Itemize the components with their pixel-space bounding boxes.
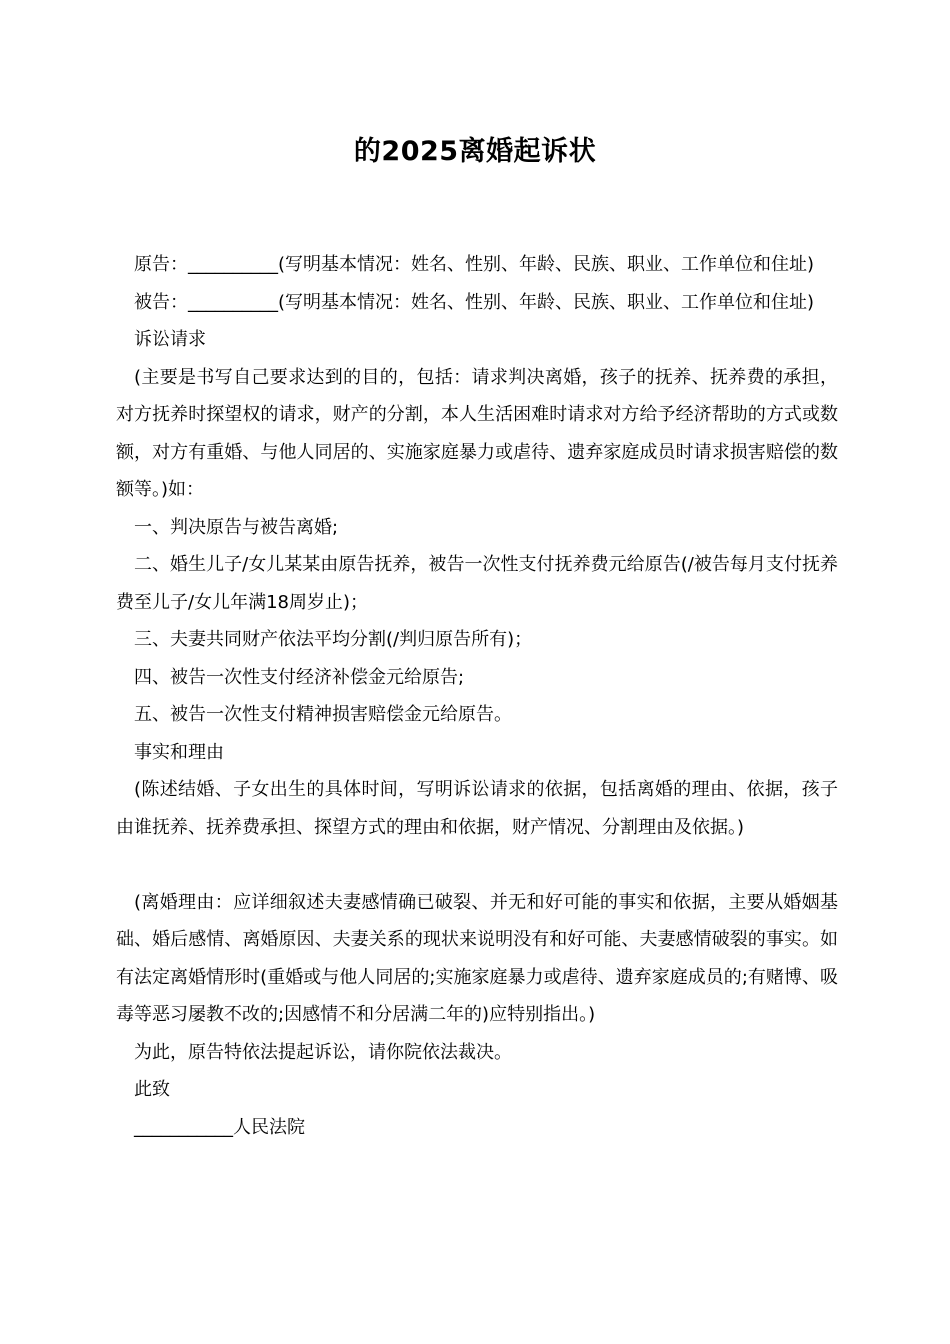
claim-item-4: 四、被告一次性支付经济补偿金元给原告; [134, 666, 465, 688]
claim-item-5: 五、被告一次性支付精神损害赔偿金元给原告。 [134, 704, 512, 725]
facts-heading: 事实和理由 [134, 741, 224, 763]
defendant-info: 被告：__________(写明基本情况：姓名、性别、年龄、民族、职业、工作单位和住址) [134, 291, 815, 313]
claims-intro: (主要是书写自己要求达到的目的，包括：请求判决离婚，孩子的抚养、抚养费的承担，对方抚养时探望权的请求，财产的分割，本人生活困难时请求对方给予经济帮助的方式或数额，对方有重婚、与他人同居的、实施家庭暴力或虐待、遗弃家庭成员时请求损害赔偿的数额等。)如： [116, 366, 838, 500]
claim-item-3: 三、夫妻共同财产依法平均分割(/判归原告所有)； [134, 629, 533, 650]
document-body [116, 246, 838, 1146]
claim-item-1: 一、判决原告与被告离婚; [134, 516, 339, 538]
salutation: 此致 [134, 1079, 170, 1100]
claim-item-2: 二、婚生儿子/女儿某某由原告抚养，被告一次性支付抚养费元给原告(/被告每月支付抚养费至儿子/女儿年满18周岁止)； [116, 554, 838, 613]
facts-intro: (陈述结婚、子女出生的具体时间，写明诉讼请求的依据，包括离婚的理由、依据，孩子由谁抚养、抚养费承担、探望方式的理由和依据，财产情况、分割理由及依据。) [116, 779, 838, 838]
divorce-reasons: (离婚理由：应详细叙述夫妻感情确已破裂、并无和好可能的事实和依据，主要从婚姻基础、婚后感情、离婚原因、夫妻关系的现状来说明没有和好可能、夫妻感情破裂的事实。如有法定离婚情形时(重婚或与他人同居的;实施家庭暴力或虐待、遗弃家庭成员的;有赌博、吸毒等恶习屡教不改的;因感情不和分居满二年的)应特别指出。) [116, 891, 838, 1025]
closing-statement: 为此，原告特依法提起诉讼，请你院依法裁决。 [134, 1041, 512, 1063]
document-title: 的2025离婚起诉状 [353, 136, 597, 167]
court-name: ___________人民法院 [134, 1116, 305, 1138]
plaintiff-info: 原告：__________(写明基本情况：姓名、性别、年龄、民族、职业、工作单位和住址) [134, 254, 815, 275]
blank-line [116, 846, 838, 884]
claims-heading: 诉讼请求 [134, 329, 206, 350]
